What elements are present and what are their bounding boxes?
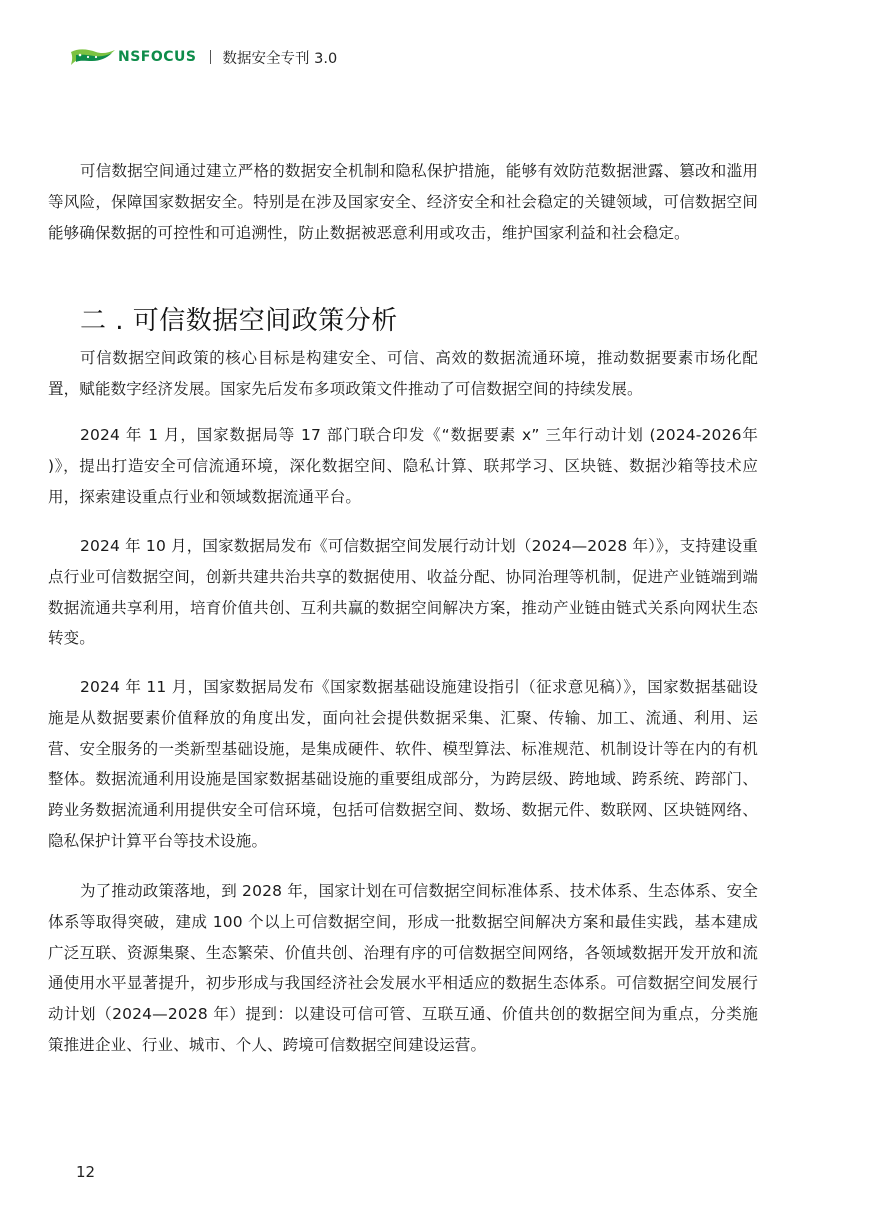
page-number: 12 <box>76 1163 96 1181</box>
page-header <box>70 44 337 70</box>
section-heading: 二 . 可信数据空间政策分析 <box>80 306 398 336</box>
journal-title: 数据安全专刊 3.0 <box>222 50 338 67</box>
paragraph-2024-oct: 2024 年 10 月，国家数据局发布《可信数据空间发展行动计划（2024—2028 年）》，支持建设重点行业可信数据空间，创新共建共治共享的数据使用、收益分配、协同治理等机制，促进产业链端到端数据流通共享利用，培育价值共创、互利共赢的数据空间解决方案，推动产业链由链式关系向网状生态转变。 <box>48 537 758 648</box>
paragraph-intro: 可信数据空间通过建立严格的数据安全机制和隐私保护措施，能够有效防范数据泄露、篡改和滥用等风险，保障国家数据安全。特别是在涉及国家安全、经济安全和社会稳定的关键领域，可信数据空间能够确保数据的可控性和可追溯性，防止数据被恶意利用或攻击，维护国家利益和社会稳定。 <box>48 162 758 242</box>
paragraph-policy-goal: 可信数据空间政策的核心目标是构建安全、可信、高效的数据流通环境，推动数据要素市场化配置，赋能数字经济发展。国家先后发布多项政策文件推动了可信数据空间的持续发展。 <box>48 349 758 398</box>
brand-name: NSFOCUS <box>118 49 197 65</box>
nsfocus-logo <box>70 46 197 68</box>
leopard-logo-icon <box>70 46 116 68</box>
header-divider <box>210 50 211 64</box>
paragraph-2024-jan: 2024 年 1 月，国家数据局等 17 部门联合印发《“数据要素 x” 三年行动计划 (2024-2026年 )》，提出打造安全可信流通环境，深化数据空间、隐私计算、联邦学习、区块链、数据沙箱等技术应用，探索建设重点行业和领域数据流通平台。 <box>48 426 758 506</box>
paragraph-2024-nov: 2024 年 11 月，国家数据局发布《国家数据基础设施建设指引（征求意见稿）》，国家数据基础设施是从数据要素价值释放的角度出发，面向社会提供数据采集、汇聚、传输、加工、流通、利用、运营、安全服务的一类新型基础设施，是集成硬件、软件、模型算法、标准规范、机制设计等在内的有机整体。数据流通利用设施是国家数据基础设施的重要组成部分，为跨层级、跨地域、跨系统、跨部门、跨业务数据流通利用提供安全可信环境，包括可信数据空间、数场、数据元件、数联网、区块链网络、隐私保护计算平台等技术设施。 <box>48 678 758 850</box>
paragraph-2028-plan: 为了推动政策落地，到 2028 年，国家计划在可信数据空间标准体系、技术体系、生态体系、安全体系等取得突破，建成 100 个以上可信数据空间，形成一批数据空间解决方案和最佳实践，基本建成广泛互联、资源集聚、生态繁荣、价值共创、治理有序的可信数据空间网络，各领域数据开发开放和流通使用水平显著提升，初步形成与我国经济社会发展水平相适应的数据生态体系。可信数据空间发展行动计划（2024—2028 年）提到：以建设可信可管、互联互通、价值共创的数据空间为重点，分类施策推进企业、行业、城市、个人、跨境可信数据空间建设运营。 <box>48 882 758 1054</box>
